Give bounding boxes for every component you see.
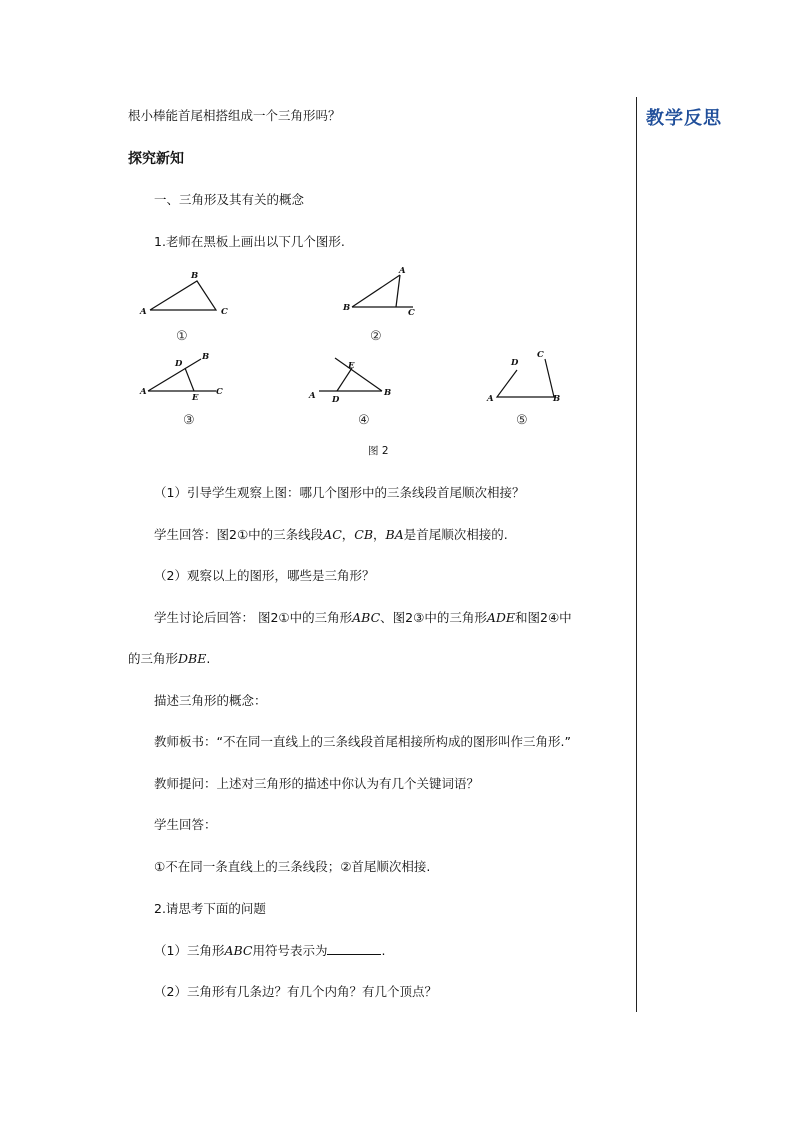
student-answers: 学生回答： (154, 817, 217, 832)
f5-label-a: A (487, 394, 494, 404)
problem-1-triangle: ABC (224, 943, 253, 958)
f1-label-a: A (140, 307, 147, 317)
question-2: （2）观察以上的图形，哪些是三角形？ (154, 568, 375, 583)
triangle-dbe: DBE (178, 651, 207, 666)
problem-1 (154, 942, 385, 959)
f5-label-d: D (511, 358, 519, 368)
answer-2-line2-suffix: . (206, 651, 211, 666)
answer-2-line-1 (154, 610, 572, 626)
f3-label-d: D (175, 359, 183, 369)
answer-1 (154, 527, 508, 543)
f4-label-e: E (348, 361, 355, 371)
subsection-heading: 一、三角形及其有关的概念 (154, 192, 305, 207)
segment-ba: BA (385, 527, 404, 542)
f5-label-c: C (537, 350, 544, 360)
figure-3-line-de (185, 368, 194, 391)
figure-5-label: ⑤ (516, 413, 528, 428)
figure-4-line-eb (335, 358, 382, 391)
section-heading: 探究新知 (128, 151, 184, 167)
f4-label-b: B (384, 388, 392, 398)
problem-1-prefix: （1）三角形 (154, 943, 225, 958)
teacher-asks: 教师提问：上述对三角形的描述中你认为有几个关键词语？ (154, 776, 480, 791)
problem-1-suffix: . (381, 943, 386, 958)
f2-label-b: B (343, 303, 351, 313)
figure-4-line-ed (337, 368, 352, 391)
figure-2-line-a (396, 275, 400, 307)
answer-2-line2-prefix: 的三角形 (128, 651, 179, 666)
f5-label-b: B (553, 394, 561, 404)
f4-label-d: D (332, 395, 340, 405)
f4-label-a: A (309, 391, 316, 401)
f3-label-c: C (216, 387, 223, 397)
figure-1-shape (150, 281, 216, 310)
answer-1-sep1: ， (341, 527, 355, 542)
f1-label-c: C (221, 307, 228, 317)
figure-2-label: ② (370, 329, 382, 344)
problem-1-mid: 用符号表示为 (252, 943, 328, 958)
keywords: ①不在同一条直线上的三条线段；②首尾顺次相接. (154, 859, 431, 874)
figure-3-line-ab (148, 359, 201, 391)
answer-2-mid2: 和图2④中 (515, 610, 572, 625)
figure-2-line-ba (352, 275, 400, 307)
segment-cb: CB (354, 527, 374, 542)
problem-2: （2）三角形有几条边？有几个内角？有几个顶点？ (154, 984, 437, 999)
item-2-text: 2.请思考下面的问题 (154, 901, 266, 916)
f2-label-c: C (408, 308, 415, 318)
intro-question: 根小棒能首尾相搭组成一个三角形吗？ (128, 108, 341, 123)
f3-label-a: A (140, 387, 147, 397)
answer-blank[interactable] (327, 942, 381, 955)
triangle-abc: ABC (352, 610, 381, 625)
teaching-reflection-title: 教学反思 (646, 108, 722, 129)
describe-concept: 描述三角形的概念： (154, 693, 267, 708)
f1-label-b: B (191, 271, 199, 281)
column-divider (636, 97, 637, 1012)
f3-label-b: B (202, 352, 210, 362)
teacher-writes: 教师板书：“不在同一直线上的三条线段首尾相接所构成的图形叫作三角形.” (154, 734, 571, 749)
triangle-ade: ADE (486, 610, 516, 625)
answer-2-prefix: 学生讨论后回答： 图2①中的三角形 (154, 610, 353, 625)
f3-label-e: E (192, 393, 199, 403)
figure-5-shape (497, 359, 554, 397)
figure-caption: 图 2 (368, 445, 389, 457)
answer-1-suffix: 是首尾顺次相接的. (403, 527, 508, 542)
answer-2-line-2 (128, 651, 210, 667)
figure-1-label: ① (176, 329, 188, 344)
item-1-text: 1.老师在黑板上画出以下几个图形. (154, 234, 345, 249)
answer-1-prefix: 学生回答：图2①中的三条线段 (154, 527, 324, 542)
f2-label-a: A (399, 266, 406, 276)
question-1: （1）引导学生观察上图：哪几个图形中的三条线段首尾顺次相接？ (154, 485, 525, 500)
segment-ac: AC (323, 527, 342, 542)
answer-1-sep2: ， (373, 527, 386, 542)
figure-4-label: ④ (358, 413, 370, 428)
answer-2-mid1: 、图2③中的三角形 (380, 610, 487, 625)
figure-3-label: ③ (183, 413, 195, 428)
